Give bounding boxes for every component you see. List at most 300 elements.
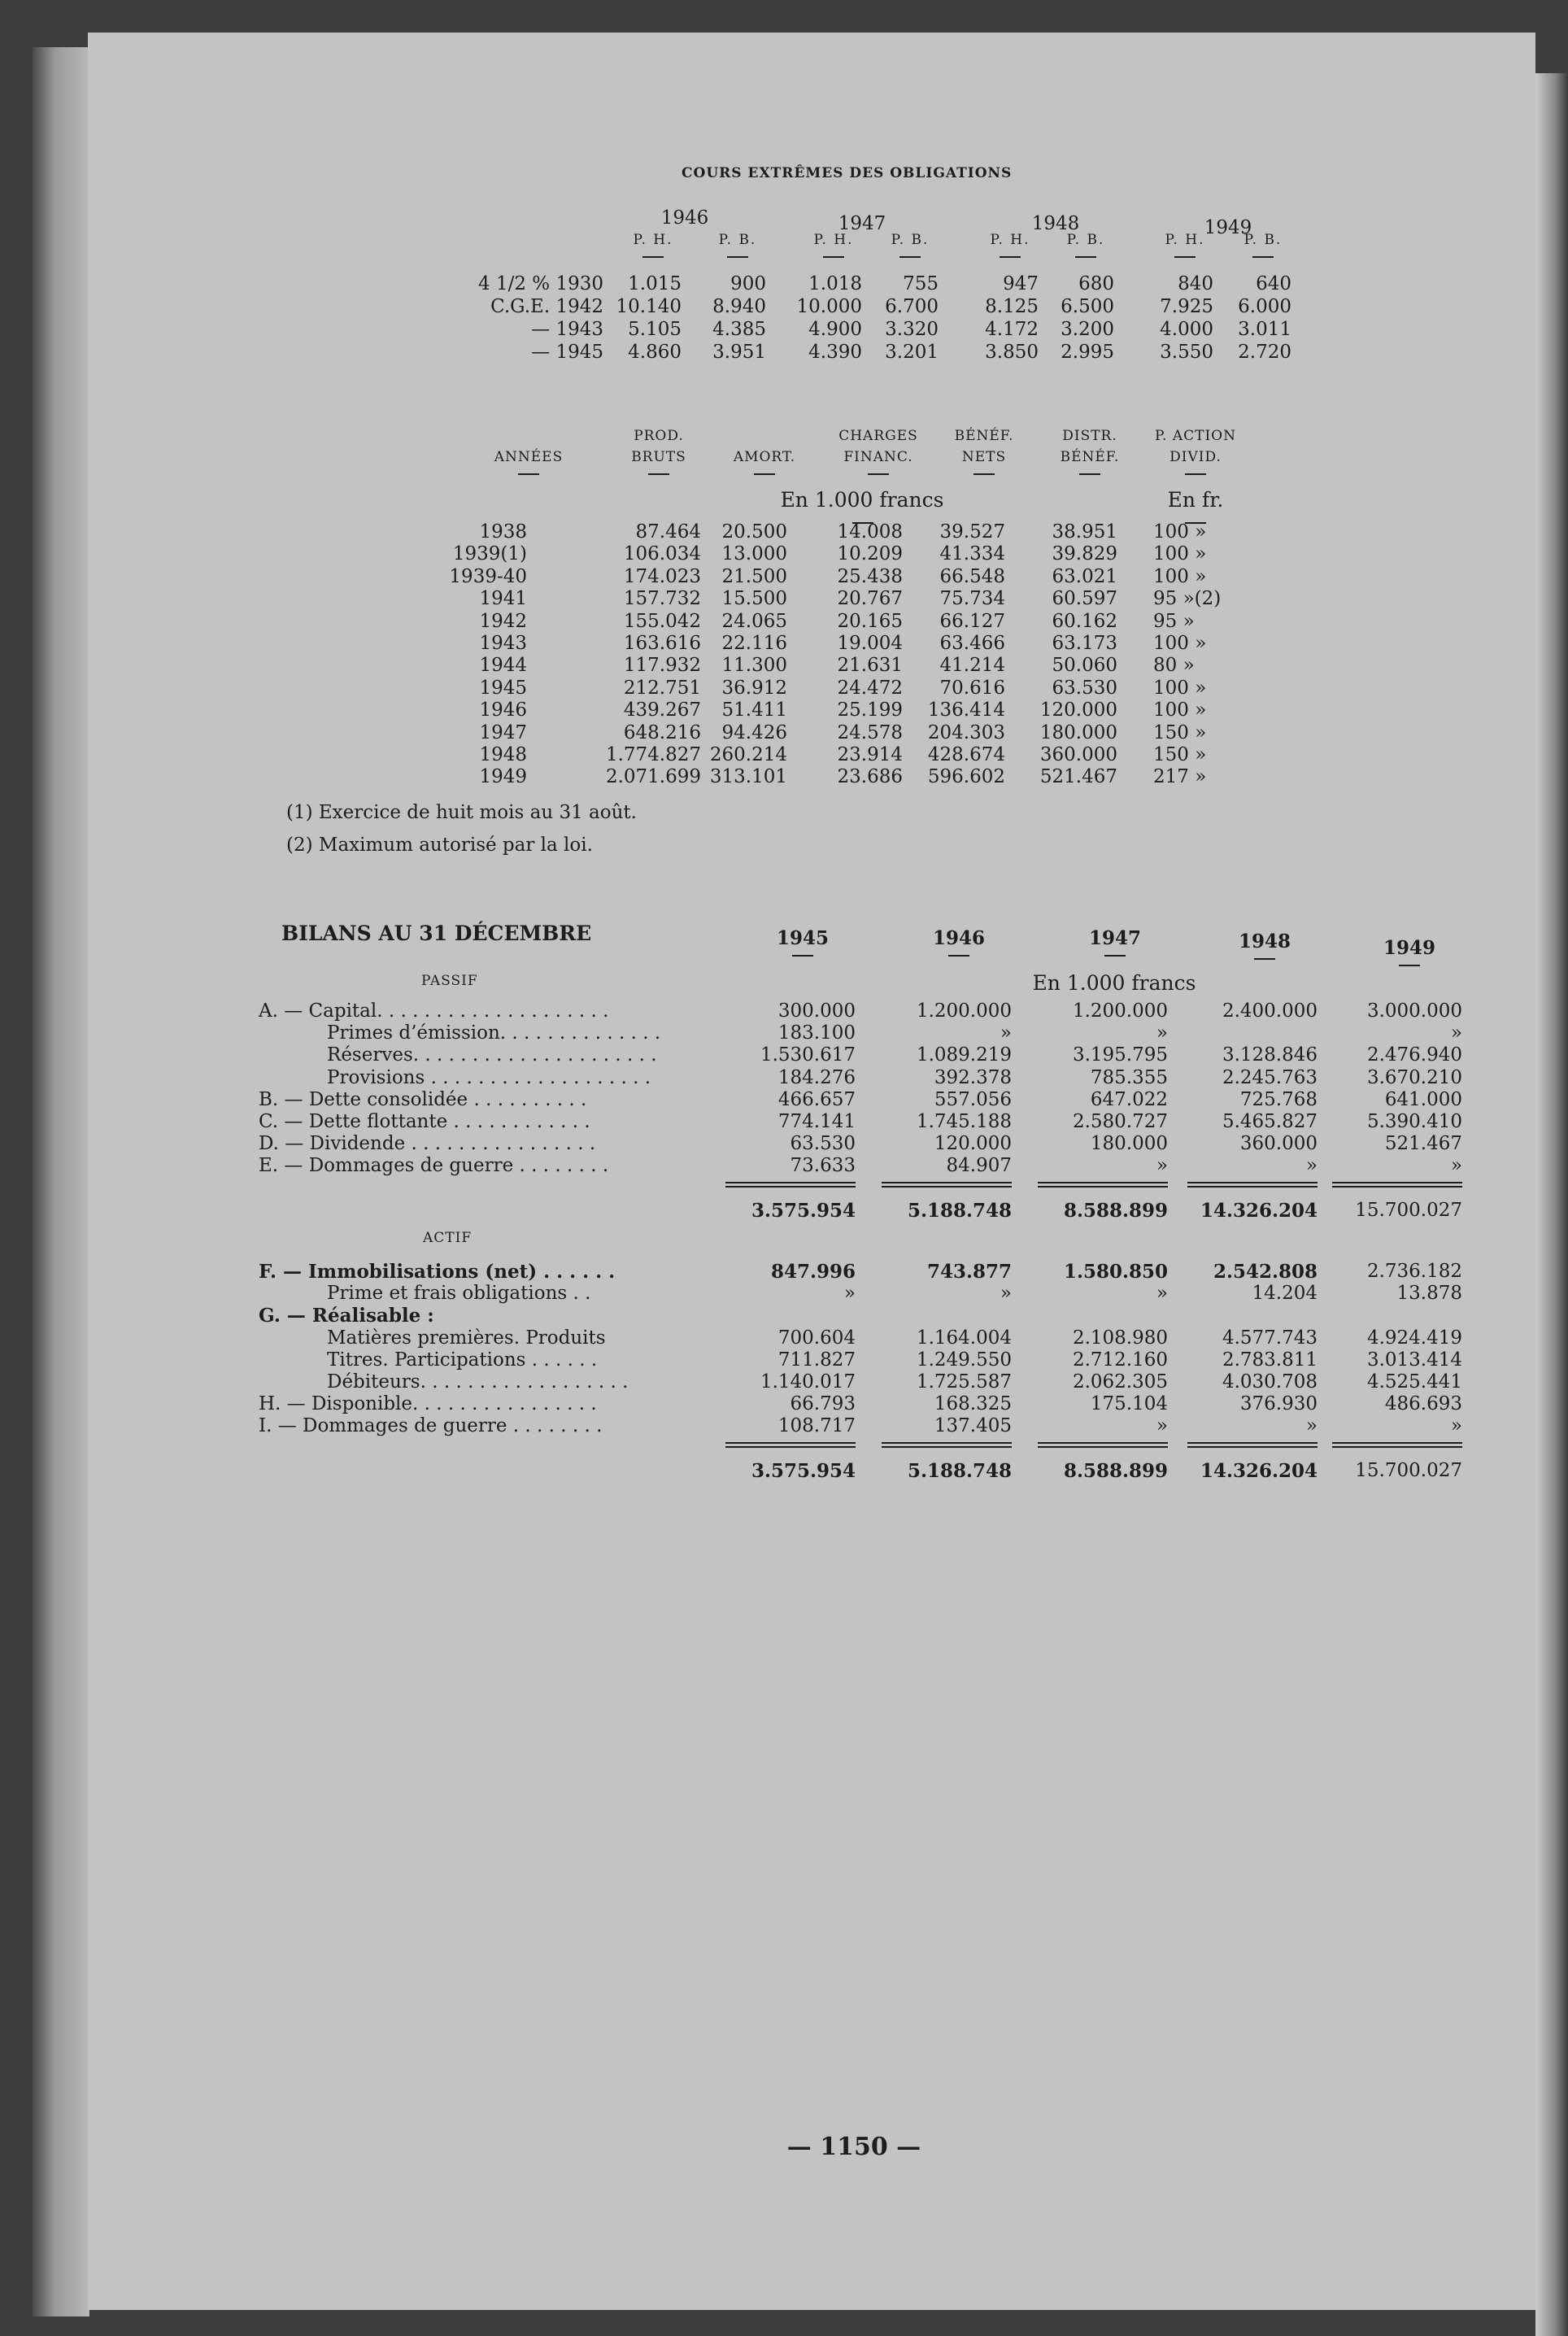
balance-year: 1946 <box>932 927 985 949</box>
balance-cell: 3.000.000 <box>1366 1000 1462 1022</box>
balance-cell: 2.476.940 <box>1366 1044 1462 1066</box>
result-cell-prod: 648.216 <box>623 722 701 743</box>
bond-price: 8.125 <box>985 296 1039 317</box>
balance-row-label: D. — Dividende . . . . . . . . . . . . . . . . <box>259 1133 596 1154</box>
balance-cell: 1.200.000 <box>1072 1000 1168 1022</box>
balance-cell: 647.022 <box>1090 1089 1168 1110</box>
header-benef-2: NETS <box>961 449 1007 465</box>
bond-year: 1946 <box>660 207 709 229</box>
result-cell-distr: 39.829 <box>1052 543 1117 564</box>
result-cell-charges: 19.004 <box>837 633 903 654</box>
balance-cell: 175.104 <box>1090 1393 1168 1414</box>
balance-cell: 4.924.419 <box>1366 1327 1462 1349</box>
balance-cell: 3.195.795 <box>1072 1044 1168 1066</box>
bond-price: 3.320 <box>885 319 939 340</box>
balance-cell: 2.542.808 <box>1213 1261 1318 1283</box>
year-dash <box>1399 965 1420 966</box>
result-cell-distr: 63.173 <box>1052 633 1117 654</box>
balance-row-label: Matières premières. Produits <box>327 1327 606 1349</box>
result-cell-div: 150 » <box>1153 744 1207 765</box>
result-year: 1942 <box>479 611 527 632</box>
header-charges-2: FINANC. <box>843 449 913 465</box>
total-rule <box>1038 1446 1168 1448</box>
bond-col-ph: P. H. <box>1165 232 1205 248</box>
year-dash <box>1104 955 1126 957</box>
result-cell-benef: 70.616 <box>939 678 1005 699</box>
result-year: 1943 <box>479 633 527 654</box>
balance-cell: 108.717 <box>777 1415 856 1436</box>
total-rule <box>882 1182 1012 1183</box>
result-cell-distr: 180.000 <box>1039 722 1117 743</box>
result-year: 1944 <box>479 655 527 676</box>
balance-cell: 847.996 <box>770 1261 856 1283</box>
header-dash <box>973 473 995 475</box>
balance-cell: 1.089.219 <box>916 1044 1012 1066</box>
bond-col-ph: P. H. <box>990 232 1030 248</box>
balance-cell: 376.930 <box>1239 1393 1318 1414</box>
header-dash <box>1079 473 1100 475</box>
header-dash <box>868 473 889 475</box>
result-cell-prod: 2.071.699 <box>605 766 701 787</box>
year-dash <box>948 955 969 957</box>
balance-cell: » <box>1156 1415 1168 1436</box>
result-cell-charges: 25.438 <box>837 566 903 587</box>
balance-total: 8.588.899 <box>1063 1460 1168 1482</box>
result-cell-charges: 23.914 <box>837 744 903 765</box>
bond-price: 6.700 <box>885 296 939 317</box>
result-cell-charges: 25.199 <box>837 699 903 721</box>
balance-cell: » <box>1305 1415 1318 1436</box>
header-dash <box>1075 256 1096 258</box>
balance-cell: 168.325 <box>934 1393 1012 1414</box>
result-cell-distr: 60.597 <box>1052 588 1117 609</box>
result-year: 1945 <box>479 678 527 699</box>
total-rule <box>1332 1186 1462 1188</box>
total-rule <box>1187 1442 1318 1444</box>
balance-cell: 4.030.708 <box>1222 1371 1318 1392</box>
header-benef-1: BÉNÉF. <box>954 428 1014 444</box>
header-dash <box>1174 256 1196 258</box>
result-cell-amort: 11.300 <box>721 655 787 676</box>
result-cell-benef: 204.303 <box>927 722 1005 743</box>
result-cell-prod: 157.732 <box>623 588 701 609</box>
balance-cell: 1.249.550 <box>916 1349 1012 1371</box>
balance-row-label: I. — Dommages de guerre . . . . . . . . <box>259 1415 603 1436</box>
balance-cell: 521.467 <box>1384 1133 1462 1154</box>
balance-row-label: Prime et frais obligations . . <box>327 1283 591 1304</box>
result-cell-div: 100 » <box>1153 678 1207 699</box>
total-rule <box>1038 1182 1168 1183</box>
result-cell-distr: 60.162 <box>1052 611 1117 632</box>
balance-cell: 711.827 <box>777 1349 856 1371</box>
balance-total: 3.575.954 <box>751 1460 856 1482</box>
bond-name: 4 1/2 % 1930 <box>478 273 603 294</box>
header-charges-1: CHARGES <box>838 428 918 444</box>
page-number: — 1150 — <box>786 2133 921 2161</box>
bond-price: 640 <box>1256 273 1291 294</box>
total-rule <box>1332 1182 1462 1183</box>
total-rule <box>1038 1186 1168 1188</box>
bond-price: 680 <box>1078 273 1114 294</box>
balance-cell: 392.378 <box>934 1067 1012 1088</box>
total-rule <box>1187 1186 1318 1188</box>
balance-cell: 360.000 <box>1239 1133 1318 1154</box>
balance-cell: 13.878 <box>1396 1283 1462 1304</box>
result-cell-charges: 24.472 <box>837 678 903 699</box>
total-rule <box>725 1442 856 1444</box>
balance-cell: » <box>1450 1022 1462 1044</box>
balance-row-label: Débiteurs. . . . . . . . . . . . . . . . . . <box>327 1371 629 1392</box>
balance-cell: 73.633 <box>790 1155 856 1176</box>
balance-cell: 2.580.727 <box>1072 1111 1168 1132</box>
balance-cell: » <box>843 1283 856 1304</box>
result-cell-distr: 63.530 <box>1052 678 1117 699</box>
bond-price: 1.015 <box>628 273 682 294</box>
header-prod-2: BRUTS <box>631 449 686 465</box>
balance-cell: 1.530.617 <box>760 1044 856 1066</box>
header-dash <box>823 256 844 258</box>
balance-cell: 2.108.980 <box>1072 1327 1168 1349</box>
balance-cell: 183.100 <box>777 1022 856 1044</box>
header-paction-2: DIVID. <box>1169 449 1222 465</box>
balance-cell: 1.725.587 <box>916 1371 1012 1392</box>
result-cell-benef: 428.674 <box>927 744 1005 765</box>
bond-price: 947 <box>1003 273 1039 294</box>
result-cell-amort: 94.426 <box>721 722 787 743</box>
balance-cell: 3.013.414 <box>1366 1349 1462 1371</box>
result-cell-amort: 260.214 <box>709 744 787 765</box>
result-cell-div: 95 »(2) <box>1153 588 1222 609</box>
bond-year: 1947 <box>838 213 886 234</box>
result-cell-div: 100 » <box>1153 566 1207 587</box>
bond-col-pb: P. B. <box>1066 232 1105 248</box>
balance-cell: 3.128.846 <box>1222 1044 1318 1066</box>
bond-price: 2.720 <box>1238 342 1291 363</box>
bond-year: 1948 <box>1031 213 1080 234</box>
balance-year: 1945 <box>776 927 829 949</box>
result-year: 1938 <box>479 521 527 543</box>
balance-cell: 2.783.811 <box>1222 1349 1318 1371</box>
header-dash <box>899 256 921 258</box>
balance-cell: 180.000 <box>1090 1133 1168 1154</box>
result-cell-charges: 10.209 <box>837 543 903 564</box>
balance-cell: » <box>1156 1022 1168 1044</box>
result-cell-benef: 136.414 <box>927 699 1005 721</box>
results-unit-div: En fr. <box>1167 488 1224 512</box>
result-cell-div: 100 » <box>1153 543 1207 564</box>
total-rule <box>1332 1442 1462 1444</box>
bond-price: 8.940 <box>712 296 766 317</box>
result-cell-amort: 313.101 <box>709 766 787 787</box>
balance-cell: 1.200.000 <box>916 1000 1012 1022</box>
result-cell-amort: 13.000 <box>721 543 787 564</box>
result-cell-prod: 117.932 <box>623 655 701 676</box>
result-cell-benef: 596.602 <box>927 766 1005 787</box>
balance-row-label: Réserves. . . . . . . . . . . . . . . . . . . . . <box>327 1044 657 1066</box>
result-cell-amort: 51.411 <box>721 699 787 721</box>
bond-price: 4.172 <box>985 319 1039 340</box>
header-paction-1: P. ACTION <box>1155 428 1236 444</box>
bond-col-ph: P. H. <box>813 232 854 248</box>
balance-row-label: B. — Dette consolidée . . . . . . . . . . <box>259 1089 587 1110</box>
bond-col-pb: P. B. <box>891 232 930 248</box>
bond-price: 6.500 <box>1061 296 1114 317</box>
balance-row-label: E. — Dommages de guerre . . . . . . . . <box>259 1155 609 1176</box>
balance-cell: 137.405 <box>934 1415 1012 1436</box>
balance-year: 1947 <box>1088 927 1141 949</box>
balance-year: 1949 <box>1383 937 1435 959</box>
result-year: 1939(1) <box>452 543 527 564</box>
result-cell-benef: 75.734 <box>939 588 1005 609</box>
result-cell-div: 150 » <box>1153 722 1207 743</box>
balance-cell: 2.400.000 <box>1222 1000 1318 1022</box>
result-cell-div: 100 » <box>1153 699 1207 721</box>
result-cell-distr: 521.467 <box>1039 766 1117 787</box>
result-year: 1946 <box>479 699 527 721</box>
result-cell-amort: 24.065 <box>721 611 787 632</box>
header-dash <box>1185 473 1206 475</box>
note-1: (1) Exercice de huit mois au 31 août. <box>286 802 637 823</box>
balance-total: 5.188.748 <box>907 1460 1012 1482</box>
balance-cell: 2.736.182 <box>1366 1261 1462 1282</box>
year-dash <box>792 955 813 957</box>
bond-name: — 1943 <box>531 319 603 340</box>
actif-heading: ACTIF <box>423 1230 473 1246</box>
balance-cell: 5.465.827 <box>1222 1111 1318 1132</box>
balance-cell: 1.580.850 <box>1063 1261 1168 1283</box>
bond-price: 2.995 <box>1061 342 1114 363</box>
result-cell-prod: 174.023 <box>623 566 701 587</box>
result-cell-benef: 41.214 <box>939 655 1005 676</box>
result-cell-charges: 20.767 <box>837 588 903 609</box>
bond-price: 6.000 <box>1238 296 1291 317</box>
result-cell-amort: 22.116 <box>721 633 787 654</box>
balance-total: 14.326.204 <box>1200 1460 1318 1482</box>
balance-total: 14.326.204 <box>1200 1200 1318 1222</box>
bond-price: 3.850 <box>985 342 1039 363</box>
year-dash <box>1254 958 1275 960</box>
result-cell-charges: 23.686 <box>837 766 903 787</box>
header-dash <box>518 473 539 475</box>
balance-total: 5.188.748 <box>907 1200 1012 1222</box>
result-cell-benef: 39.527 <box>939 521 1005 543</box>
balance-row-label: Primes d’émission. . . . . . . . . . . . . . <box>327 1022 661 1044</box>
total-rule <box>725 1186 856 1188</box>
bond-table-title: COURS EXTRÊMES DES OBLIGATIONS <box>682 165 1013 181</box>
bond-price: 10.000 <box>796 296 862 317</box>
balance-cell: 2.712.160 <box>1072 1349 1168 1371</box>
balance-cell: 300.000 <box>777 1000 856 1022</box>
result-cell-prod: 1.774.827 <box>605 744 701 765</box>
result-cell-div: 95 » <box>1153 611 1195 632</box>
result-cell-amort: 20.500 <box>721 521 787 543</box>
balance-total: 8.588.899 <box>1063 1200 1168 1222</box>
result-cell-charges: 20.165 <box>837 611 903 632</box>
bond-price: 3.201 <box>885 342 939 363</box>
result-cell-distr: 63.021 <box>1052 566 1117 587</box>
result-cell-benef: 41.334 <box>939 543 1005 564</box>
balance-cell: » <box>1450 1415 1462 1436</box>
result-year: 1948 <box>479 744 527 765</box>
balance-row-label: Titres. Participations . . . . . . <box>327 1349 598 1371</box>
header-dash <box>648 473 669 475</box>
balance-cell: 486.693 <box>1384 1393 1462 1414</box>
bond-price: 3.200 <box>1061 319 1114 340</box>
balance-cell: 1.745.188 <box>916 1111 1012 1132</box>
balance-cell: » <box>1156 1155 1168 1176</box>
result-cell-prod: 163.616 <box>623 633 701 654</box>
balance-sheet-title: BILANS AU 31 DÉCEMBRE <box>281 922 592 945</box>
balance-cell: 120.000 <box>934 1133 1012 1154</box>
balance-cell: 2.245.763 <box>1222 1067 1318 1088</box>
header-amort: AMORT. <box>733 449 796 465</box>
bond-price: 3.550 <box>1160 342 1213 363</box>
balance-cell: 743.877 <box>926 1261 1012 1283</box>
results-unit-main: En 1.000 francs <box>780 488 944 512</box>
result-cell-benef: 66.548 <box>939 566 1005 587</box>
bond-year: 1949 <box>1204 217 1252 238</box>
bond-col-pb: P. B. <box>718 232 757 248</box>
bond-price: 3.951 <box>712 342 766 363</box>
result-cell-amort: 36.912 <box>721 678 787 699</box>
balance-total: 3.575.954 <box>751 1200 856 1222</box>
result-cell-prod: 155.042 <box>623 611 701 632</box>
bond-price: 900 <box>730 273 766 294</box>
total-rule <box>725 1446 856 1448</box>
balance-cell: 66.793 <box>790 1393 856 1414</box>
result-cell-distr: 50.060 <box>1052 655 1117 676</box>
bond-price: 4.900 <box>808 319 862 340</box>
balance-cell: 725.768 <box>1239 1089 1318 1110</box>
balance-total: 15.700.027 <box>1355 1460 1462 1481</box>
result-cell-prod: 212.751 <box>623 678 701 699</box>
balance-year: 1948 <box>1238 930 1291 952</box>
balance-cell: » <box>1305 1155 1318 1176</box>
result-cell-prod: 439.267 <box>623 699 701 721</box>
bond-price: 4.385 <box>712 319 766 340</box>
header-dash <box>1000 256 1021 258</box>
balance-cell: 184.276 <box>777 1067 856 1088</box>
balance-row-label: Provisions . . . . . . . . . . . . . . . . . . . <box>327 1067 651 1088</box>
passif-heading: PASSIF <box>421 973 478 989</box>
balance-cell: 84.907 <box>946 1155 1012 1176</box>
balance-cell: » <box>1000 1022 1012 1044</box>
bond-price: 4.390 <box>808 342 862 363</box>
result-cell-charges: 24.578 <box>837 722 903 743</box>
result-cell-div: 100 » <box>1153 633 1207 654</box>
balance-row-label: C. — Dette flottante . . . . . . . . . . . . <box>259 1111 590 1132</box>
total-rule <box>882 1442 1012 1444</box>
balance-row-label: A. — Capital. . . . . . . . . . . . . . . . . . . . <box>259 1000 609 1022</box>
balance-cell: » <box>1156 1283 1168 1304</box>
balance-cell: 2.062.305 <box>1072 1371 1168 1392</box>
result-cell-distr: 120.000 <box>1039 699 1117 721</box>
bond-price: 840 <box>1178 273 1213 294</box>
balance-sheet-unit: En 1.000 francs <box>1032 971 1196 995</box>
result-cell-div: 100 » <box>1153 521 1207 543</box>
balance-cell: 5.390.410 <box>1366 1111 1462 1132</box>
balance-cell: 4.577.743 <box>1222 1327 1318 1349</box>
balance-row-label: H. — Disponible. . . . . . . . . . . . . . . . <box>259 1393 597 1414</box>
bond-price: 4.000 <box>1160 319 1213 340</box>
result-cell-distr: 38.951 <box>1052 521 1117 543</box>
header-distr-2: BÉNÉF. <box>1060 449 1120 465</box>
balance-cell: 1.164.004 <box>916 1327 1012 1349</box>
header-prod-1: PROD. <box>634 428 684 444</box>
result-year: 1947 <box>479 722 527 743</box>
header-dash <box>754 473 775 475</box>
bond-col-ph: P. H. <box>633 232 673 248</box>
bond-col-pb: P. B. <box>1244 232 1283 248</box>
bond-price: 7.925 <box>1160 296 1213 317</box>
total-rule <box>1187 1182 1318 1183</box>
result-cell-charges: 21.631 <box>837 655 903 676</box>
bond-price: 755 <box>903 273 939 294</box>
total-rule <box>882 1186 1012 1188</box>
balance-cell: 3.670.210 <box>1366 1067 1462 1088</box>
result-cell-amort: 21.500 <box>721 566 787 587</box>
balance-cell: 641.000 <box>1384 1089 1462 1110</box>
result-cell-benef: 63.466 <box>939 633 1005 654</box>
total-rule <box>1187 1446 1318 1448</box>
balance-cell: 785.355 <box>1090 1067 1168 1088</box>
result-cell-prod: 87.464 <box>635 521 701 543</box>
total-rule <box>1038 1442 1168 1444</box>
header-distr-1: DISTR. <box>1062 428 1117 444</box>
bond-price: 10.140 <box>616 296 682 317</box>
bond-price: 1.018 <box>808 273 862 294</box>
balance-cell: 63.530 <box>790 1133 856 1154</box>
balance-cell: 774.141 <box>777 1111 856 1132</box>
result-year: 1941 <box>479 588 527 609</box>
balance-cell: 557.056 <box>934 1089 1012 1110</box>
balance-cell: 14.204 <box>1252 1283 1318 1304</box>
result-year: 1939-40 <box>449 566 527 587</box>
balance-total: 15.700.027 <box>1355 1200 1462 1221</box>
header-dash <box>727 256 748 258</box>
bond-name: — 1945 <box>531 342 603 363</box>
balance-row-label: G. — Réalisable : <box>259 1305 434 1327</box>
bond-price: 4.860 <box>628 342 682 363</box>
header-dash <box>1252 256 1274 258</box>
header-dash <box>642 256 664 258</box>
balance-cell: » <box>1000 1283 1012 1304</box>
result-cell-div: 217 » <box>1153 766 1207 787</box>
page-edge <box>1535 73 1568 2336</box>
bond-price: 3.011 <box>1238 319 1291 340</box>
result-cell-div: 80 » <box>1153 655 1195 676</box>
result-cell-amort: 15.500 <box>721 588 787 609</box>
result-cell-prod: 106.034 <box>623 543 701 564</box>
result-year: 1949 <box>479 766 527 787</box>
note-2: (2) Maximum autorisé par la loi. <box>286 835 593 856</box>
bond-price: 5.105 <box>628 319 682 340</box>
total-rule <box>1332 1446 1462 1448</box>
balance-cell: » <box>1450 1155 1462 1176</box>
balance-cell: 466.657 <box>777 1089 856 1110</box>
result-cell-benef: 66.127 <box>939 611 1005 632</box>
result-cell-distr: 360.000 <box>1039 744 1117 765</box>
balance-cell: 1.140.017 <box>760 1371 856 1392</box>
header-annees: ANNÉES <box>494 449 564 465</box>
bond-name: C.G.E. 1942 <box>490 296 603 317</box>
book-binding <box>33 47 89 2316</box>
balance-row-label: F. — Immobilisations (net) . . . . . . <box>259 1261 616 1283</box>
total-rule <box>882 1446 1012 1448</box>
result-cell-charges: 14.008 <box>837 521 903 543</box>
balance-cell: 700.604 <box>777 1327 856 1349</box>
balance-cell: 4.525.441 <box>1366 1371 1462 1392</box>
